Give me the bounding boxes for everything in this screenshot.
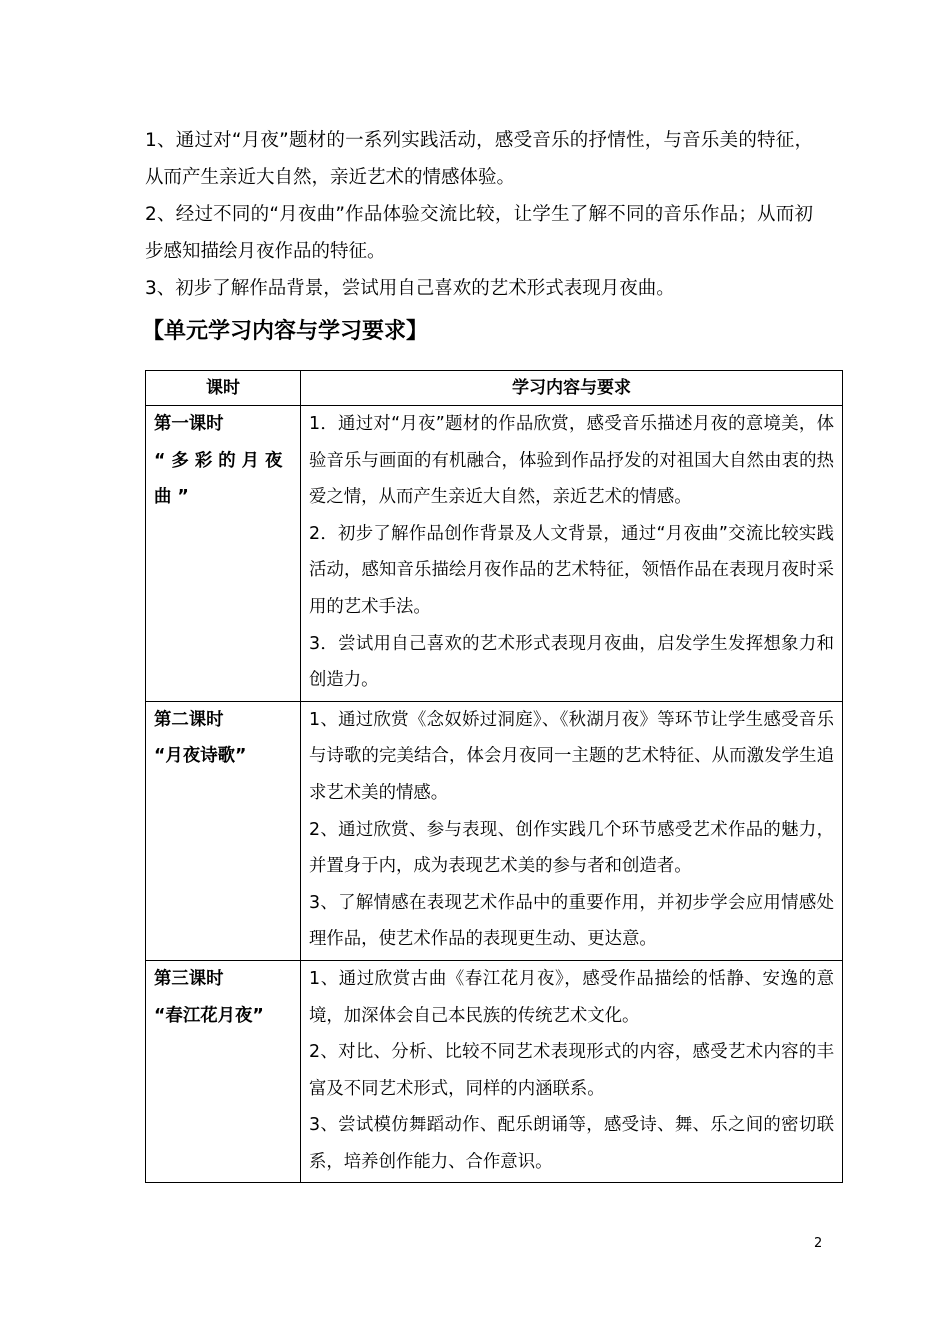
content-cell [301,701,843,960]
lesson-number: 第一课时 [154,414,224,434]
content-cell [301,406,843,702]
lesson-cell [146,701,301,960]
lesson-number: 第三课时 [154,968,224,989]
content-cell [301,960,843,1183]
requirement-item: 2、对比、分析、比较不同艺术表现形式的内容，感受艺术内容的丰富及不同艺术形式，同样的内涵联系。 [309,1042,834,1099]
requirement-item: 2．初步了解作品创作背景及人文背景，通过“月夜曲”交流比较实践活动，感知音乐描绘月夜作品的艺术特征，领悟作品在表现月夜时采用的艺术手法。 [309,523,834,617]
objective-3: 3、初步了解作品背景，尝试用自己喜欢的艺术形式表现月夜曲。 [145,278,675,299]
table-row [146,406,843,702]
requirement-item: 2、通过欣赏、参与表现、创作实践几个环节感受艺术作品的魅力，并置身于内，成为表现艺术美的参与者和创造者。 [309,819,834,877]
page-number: 2 [814,1236,823,1251]
header-content: 学习内容与要求 [301,371,843,406]
objectives-list [145,122,813,307]
lesson-number: 第二课时 [154,709,224,730]
requirement-item: 1、通过欣赏《念奴娇过洞庭》、《秋湖月夜》等环节让学生感受音乐与诗歌的完美结合，体会月夜同一主题的艺术特征、从而激发学生追求艺术美的情感。 [309,709,834,803]
requirement-item: 1．通过对“月夜”题材的作品欣赏，感受音乐描述月夜的意境美，体验音乐与画面的有机融合，体验到作品抒发的对祖国大自然由衷的热爱之情，从而产生亲近大自然，亲近艺术的情感。 [309,414,834,508]
lesson-title: “春江花月夜” [154,1005,264,1026]
requirement-item: 1、通过欣赏古曲《春江花月夜》，感受作品描绘的恬静、安逸的意境，加深体会自己本民族的传统艺术文化。 [309,968,834,1026]
objective-2: 2、经过不同的“月夜曲”作品体验交流比较，让学生了解不同的音乐作品；从而初步感知描绘月夜作品的特征。 [145,204,813,262]
lesson-title: “多彩的月夜曲” [154,450,289,508]
table-row [146,960,843,1183]
objective-1: 1、通过对“月夜”题材的一系列实践活动，感受音乐的抒情性，与音乐美的特征，从而产生亲近大自然，亲近艺术的情感体验。 [145,130,813,188]
lesson-cell [146,960,301,1183]
requirement-item: 3．尝试用自己喜欢的艺术形式表现月夜曲，启发学生发挥想象力和创造力。 [309,633,834,691]
table-header-row [146,371,843,406]
lesson-title: “月夜诗歌” [154,746,247,767]
lesson-table [145,370,843,1183]
header-lesson: 课时 [146,371,301,406]
table-row [146,701,843,960]
requirement-item: 3、了解情感在表现艺术作品中的重要作用，并初步学会应用情感处理作品，使艺术作品的表现更生动、更达意。 [309,892,834,950]
lesson-cell [146,406,301,702]
requirement-item: 3、尝试模仿舞蹈动作、配乐朗诵等，感受诗、舞、乐之间的密切联系，培养创作能力、合作意识。 [309,1115,834,1172]
section-heading: 【单元学习内容与学习要求】 [142,319,429,344]
